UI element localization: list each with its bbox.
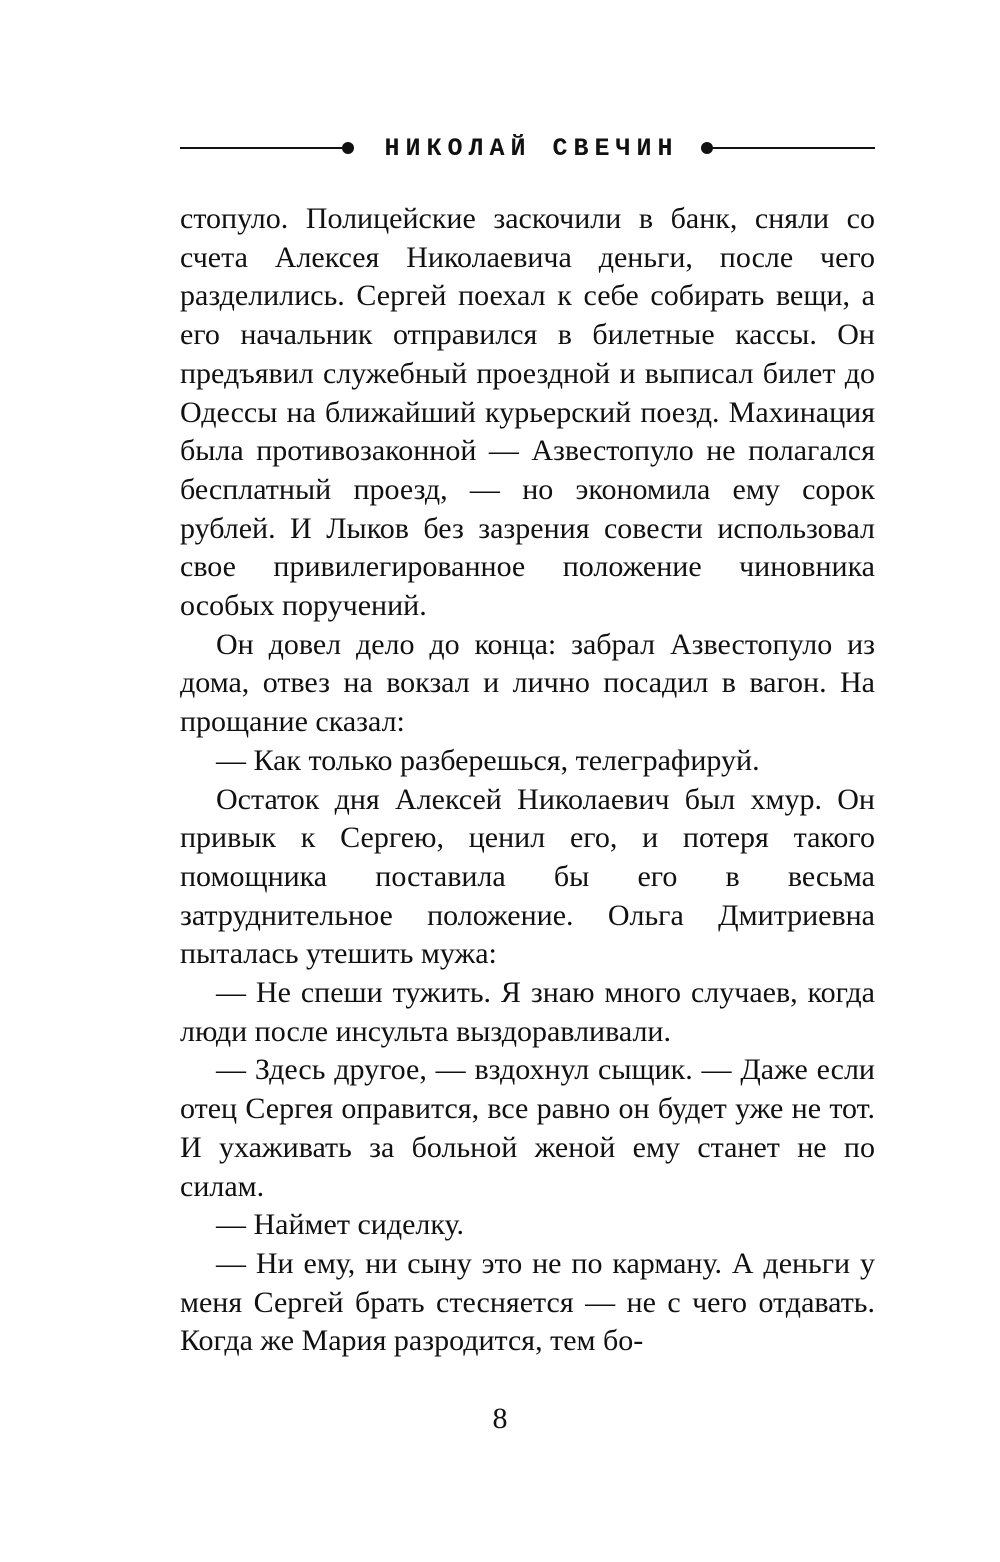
- body-text: [180, 200, 875, 1361]
- running-head: [180, 128, 875, 168]
- header-rule-right: [713, 147, 875, 149]
- dialogue-line-4: — Наймет сиделку.: [216, 1208, 465, 1242]
- author-name: НИКОЛАЙ СВЕЧИН: [384, 133, 679, 163]
- dialogue-line-1: — Как только разберешься, телеграфируй.: [216, 743, 760, 777]
- dialogue-line-3: — Здесь другое, — вздохнул сыщик. — Даже если отец Сергея оправится, все равно он будет уже не тот. И ухаживать за больной женой ему станет не по силам.: [180, 1053, 875, 1203]
- paragraph-1: стопуло. Полицейские заскочили в банк, сняли со счета Алексея Николаевича деньги, после чего разделились. Сергей поехал к себе собирать вещи, а его начальник отправился в билетные кассы. Он предъявил служебный проездной и выписал билет до Одессы на ближайший курьерский поезд. Махинация была противозаконной — Азвестопуло не полагался бесплатный проезд, — но экономила ему сорок рублей. И Лыков без зазрения совести использовал свое привилегированное положение чиновника особых поручений.: [180, 202, 875, 623]
- page-number: 8: [492, 1402, 508, 1435]
- paragraph-2: Он довел дело до конца: забрал Азвестопуло из дома, отвез на вокзал и лично посадил в вагон. На прощание сказал:: [180, 627, 875, 739]
- header-bullet-right: [701, 142, 713, 154]
- header-bullet-left: [342, 142, 354, 154]
- paragraph-3: Остаток дня Алексей Николаевич был хмур. Он привык к Сергею, ценил его, и потеря такого помощника поставила бы его в весьма затруднительное положение. Ольга Дмитриевна пыталась утешить мужа:: [180, 782, 875, 971]
- dialogue-line-2: — Не спеши тужить. Я знаю много случаев, когда люди после инсульта выздоравливали.: [180, 976, 875, 1048]
- header-rule-left: [180, 147, 342, 149]
- dialogue-line-5: — Ни ему, ни сыну это не по карману. А деньги у меня Сергей брать стесняется — не с чего отдавать. Когда же Мария разродится, тем бо-: [180, 1246, 875, 1358]
